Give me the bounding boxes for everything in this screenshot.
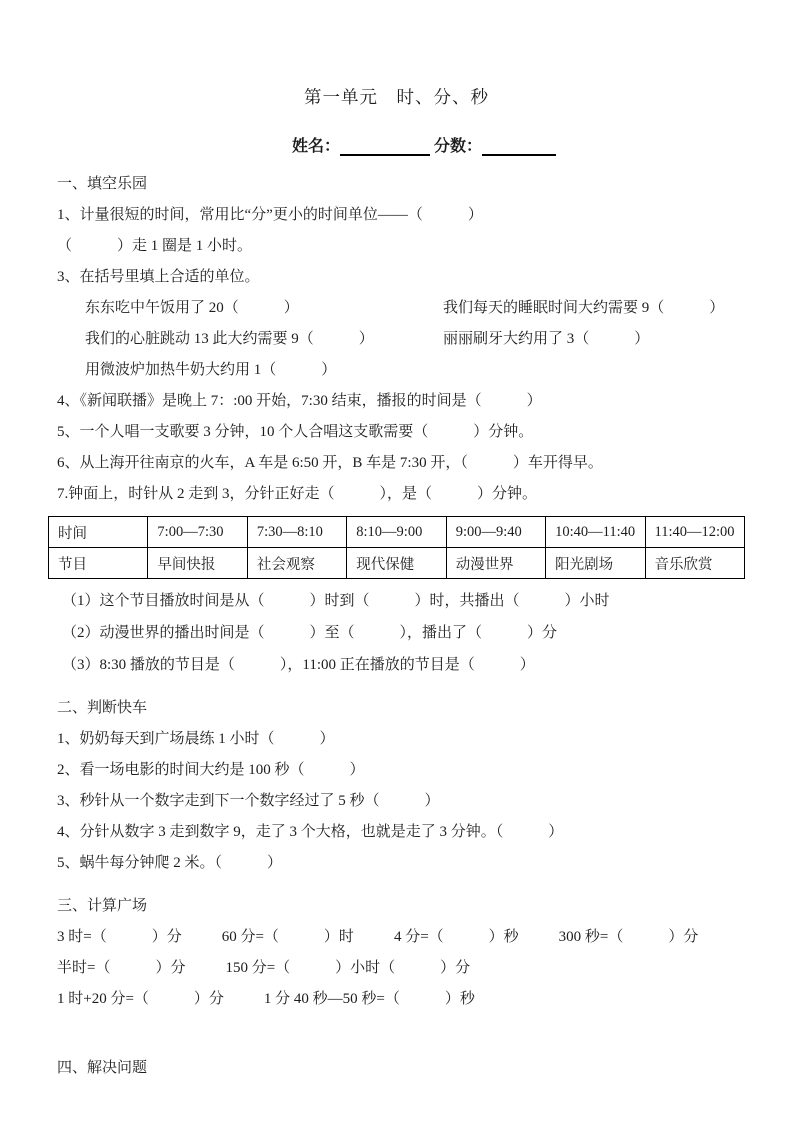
table-questions	[57, 585, 745, 681]
table-row-program	[49, 548, 745, 579]
calc-row-2	[57, 953, 745, 984]
table-cell: 现代保健	[347, 548, 446, 579]
schedule-table	[48, 516, 745, 579]
judgement-item-1: 1、奶奶每天到广场晨练 1 小时（ ）	[57, 731, 335, 747]
judgement-item-2: 2、看一场电影的时间大约是 100 秒（ ）	[57, 762, 365, 778]
calc-item: 1 分 40 秒—50 秒=（ ）秒	[263, 991, 475, 1007]
calc-item: 半时=（ ）分	[57, 960, 186, 976]
unit-fill-item: 我们每天的睡眠时间大约需要 9（ ）	[443, 300, 725, 316]
question-2: （ ）走 1 圈是 1 小时。	[57, 238, 253, 254]
table-row-time	[49, 517, 745, 548]
page-title: 第一单元 时、分、秒	[304, 87, 489, 107]
unit-fill-item: 丽丽刷牙大约用了 3（ ）	[443, 331, 650, 347]
calc-item: 60 分=（ ）时	[221, 929, 354, 945]
calc-row-3	[57, 984, 745, 1015]
unit-fill-item: 用微波炉加热牛奶大约用 1（ ）	[85, 362, 337, 378]
table-cell: 7:00—7:30	[148, 517, 247, 548]
name-label: 姓名：	[292, 138, 341, 155]
unit-fill-item: 我们的心脏跳动 13 此大约需要 9（ ）	[85, 331, 374, 347]
question-4: 4、《新闻联播》是晚上 7：:00 开始，7:30 结束，播报的时间是（ ）	[57, 393, 542, 409]
table-question-2: （2）动漫世界的播出时间是（ ）至（ ），播出了（ ）分	[62, 625, 558, 641]
name-blank	[340, 140, 430, 156]
table-cell: 社会观察	[247, 548, 346, 579]
score-label: 分数：	[434, 138, 483, 155]
table-question-1: （1）这个节目播放时间是从（ ）时到（ ）时，共播出（ ）小时	[62, 593, 610, 609]
question-1: 1、计量很短的时间，常用比“分”更小的时间单位——（ ）	[57, 207, 483, 223]
section3-heading: 三、计算广场	[57, 898, 148, 914]
unit-fill-item: 东东吃中午饭用了 20（ ）	[85, 300, 299, 316]
table-cell: 8:10—9:00	[347, 517, 446, 548]
name-score-line	[292, 133, 793, 157]
table-question-3: （3）8:30 播放的节目是（ ），11:00 正在播放的节目是（ ）	[62, 657, 535, 673]
table-cell: 节目	[49, 548, 148, 579]
question-6: 6、从上海开往南京的火车，A 车是 6:50 开，B 车是 7:30 开，（ ）车开得早。	[57, 455, 603, 471]
table-cell: 7:30—8:10	[247, 517, 346, 548]
calc-item: 1 时+20 分=（ ）分	[57, 991, 224, 1007]
calc-row-1	[57, 922, 745, 953]
calc-item: 300 秒=（ ）分	[558, 929, 699, 945]
judgement-item-3: 3、秒针从一个数字走到下一个数字经过了 5 秒（ ）	[57, 793, 440, 809]
table-cell: 时间	[49, 517, 148, 548]
question-5: 5、一个人唱一支歌要 3 分钟，10 个人合唱这支歌需要（ ）分钟。	[57, 424, 534, 440]
unit-fill-row-3	[57, 355, 745, 386]
unit-fill-row-1	[57, 293, 745, 324]
section4-heading: 四、解决问题	[57, 1060, 148, 1076]
table-cell: 早间快报	[148, 548, 247, 579]
calc-item: 3 时=（ ）分	[57, 929, 182, 945]
calc-item: 4 分=（ ）秒	[393, 929, 519, 945]
table-cell: 10:40—11:40	[546, 517, 645, 548]
table-cell: 阳光剧场	[546, 548, 645, 579]
schedule-table-wrap	[48, 516, 745, 579]
section1-heading: 一、填空乐园	[57, 176, 148, 192]
calc-item: 150 分=（ ）小时（ ）分	[225, 960, 471, 976]
question-7: 7.钟面上，时针从 2 走到 3，分针正好走（ ），是（ ）分钟。	[57, 486, 538, 502]
score-blank	[482, 140, 556, 156]
judgement-item-4: 4、分针从数字 3 走到数字 9，走了 3 个大格，也就是走了 3 分钟。（ ）	[57, 824, 564, 840]
section2-heading: 二、判断快车	[57, 700, 148, 716]
judgement-item-5: 5、蜗牛每分钟爬 2 米。（ ）	[57, 855, 283, 871]
table-cell: 11:40—12:00	[645, 517, 744, 548]
unit-fill-row-2	[57, 324, 745, 355]
table-cell: 音乐欣赏	[645, 548, 744, 579]
table-cell: 动漫世界	[446, 548, 545, 579]
question-3: 3、在括号里填上合适的单位。	[57, 269, 260, 285]
table-cell: 9:00—9:40	[446, 517, 545, 548]
